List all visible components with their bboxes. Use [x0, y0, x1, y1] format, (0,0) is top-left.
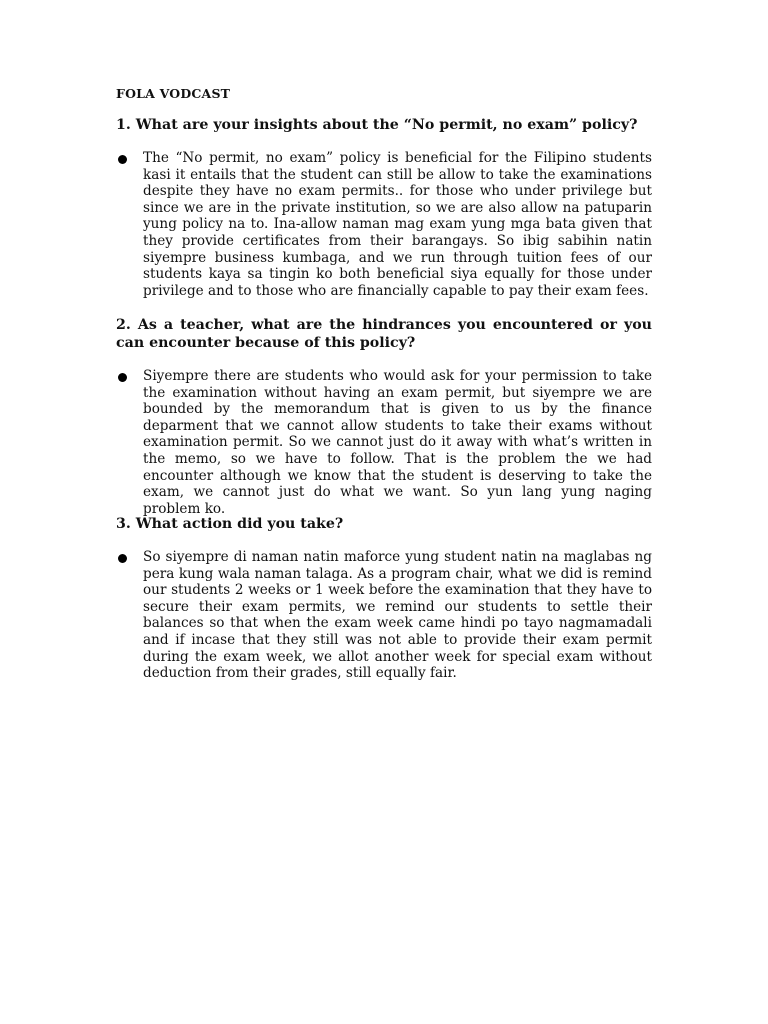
answer-item-3 [116, 549, 652, 682]
qa-section-3 [116, 515, 652, 682]
answer-item-2 [116, 368, 652, 517]
bullet-icon [118, 554, 127, 563]
answer-2: Siyempre there are students who would ask for your permission to take the examination without having an exam permit, but siyempre we are bounded by the memorandum that is given to us by the finance deparment that we cannot allow students to take their exams without examination permit. So we cannot just do it away with what’s written in the memo, so we have to follow. That is the problem the we had encounter although we know that the student is deserving to take the exam, we cannot just do what we want. So yun lang yung naging problem ko. [143, 368, 652, 517]
question-1: 1. What are your insights about the “No permit, no exam” policy? [116, 117, 638, 133]
answer-1: The “No permit, no exam” policy is beneficial for the Filipino students kasi it entails that the student can still be allow to take the examinations despite they have no exam permits.. for those who under privilege but since we are in the private institution, so we are also allow na patuparin yung policy na to. Ina-allow naman mag exam yung mga bata given that they provide certificates from their barangays. So ibig sabihin natin siyempre business kumbaga, and we run through tuition fees of our students kaya sa tingin ko both beneficial siya equally for those under privilege and to those who are financially capable to pay their exam fees. [143, 150, 652, 299]
document-title: FOLA VODCAST [116, 86, 231, 101]
answer-item-1 [116, 150, 652, 299]
qa-section-2 [116, 316, 652, 517]
question-3: 3. What action did you take? [116, 516, 344, 532]
answer-3: So siyempre di naman natin maforce yung student natin na maglabas ng pera kung wala naman talaga. As a program chair, what we did is remind our students 2 weeks or 1 week before the examination that they have to secure their exam permits, we remind our students to settle their balances so that when the exam week came hindi po tayo nagmamadali and if incase that they still was not able to provide their exam permit during the exam week, we allot another week for special exam without deduction from their grades, still equally fair. [143, 549, 652, 682]
qa-section-1 [116, 116, 652, 299]
bullet-icon [118, 373, 127, 382]
question-2: 2. As a teacher, what are the hindrances you encountered or you can encounter because of this policy? [116, 317, 652, 351]
bullet-icon [118, 155, 127, 164]
